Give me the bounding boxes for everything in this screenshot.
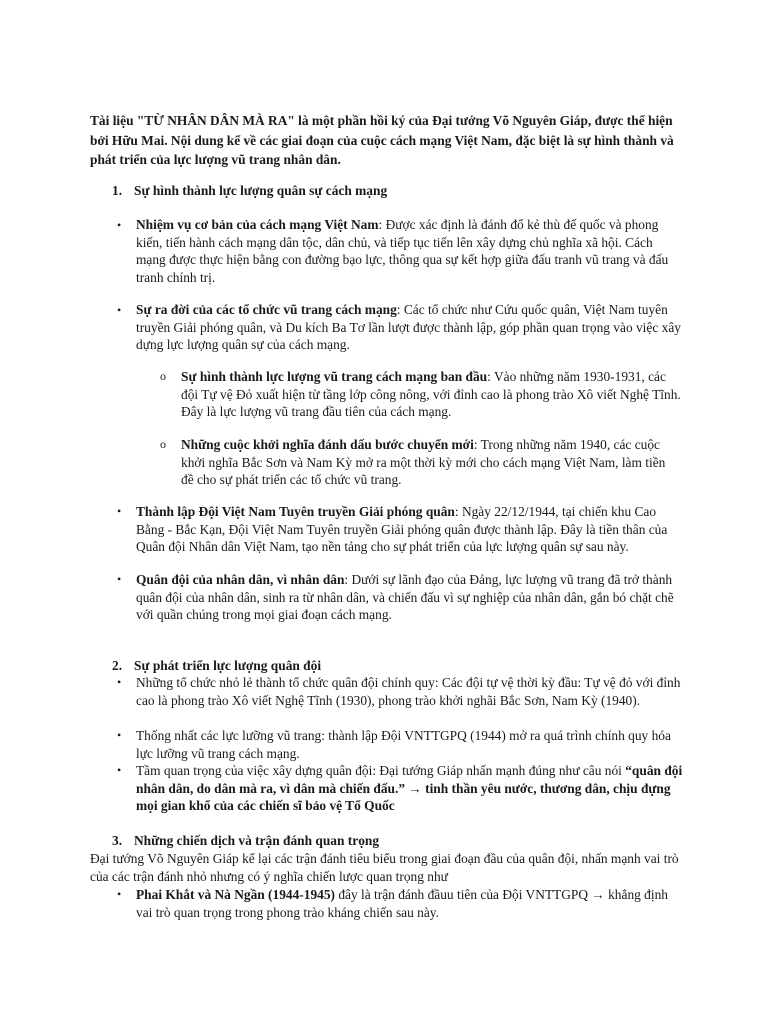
section-3-heading — [112, 831, 379, 850]
bullet-icon: • — [117, 218, 122, 232]
list-item — [136, 216, 684, 286]
bullet-icon: • — [117, 675, 122, 689]
list-item-text: : Dưới sự lãnh đạo của Đảng, lực lượng vũ trang đã trở thành quân đội của nhân dân, sinh ra từ nhân dân, và chiến đấu vì sự nghiệp của nhân dân, gắn bó chặt chẽ với quần chúng trong mọi giai đoạn cách mạng. — [136, 572, 674, 622]
sub-list-item — [181, 368, 681, 421]
list-item-text: : Ngày 22/12/1944, tại chiến khu Cao Bằng - Bắc Kạn, Đội Việt Nam Tuyên truyền Giải phóng quân được thành lập. Đây là tiền thân của Quân đội Nhân dân Việt Nam, tạo nền tảng cho sự phát triển của lực lượng quân sự sau này. — [136, 504, 668, 554]
section-1-number: 1. — [112, 183, 123, 198]
bullet-icon: • — [117, 504, 122, 518]
bullet-icon: • — [117, 887, 122, 901]
list-item-text: : Được xác định là đánh đổ kẻ thù đế quốc và phong kiến, tiến hành cách mạng dân tộc, dân chủ, và tiếp tục tiến lên xây dựng chủ nghĩa xã hội. Cách mạng được thực hiện bằng con đường bạo lực, thông qua sự kết hợp giữa đấu tranh vũ trang và đấu tranh chính trị. — [136, 217, 669, 285]
list-item-text: đây là trận đánh đầuu tiên của Đội VNTTGPQ — [335, 887, 592, 902]
list-item-bold-tail: tinh thần yêu nước, thương dân, chịu đựng mọi gian khổ của các chiến sĩ bảo vệ Tổ Quốc — [136, 780, 671, 813]
list-item-bold: Nhiệm vụ cơ bản của cách mạng Việt Nam — [136, 217, 379, 232]
list-item — [136, 571, 684, 624]
section-2-heading — [112, 656, 321, 675]
section-1-heading — [112, 181, 387, 200]
bullet-icon: • — [117, 572, 122, 586]
list-item: Những tổ chức nhỏ lẻ thành tổ chức quân đội chính quy: Các đội tự vệ thời kỳ đầu: Tự vệ đỏ với đỉnh cao là phong trào Xô viết Nghệ Tĩnh (1930), phong trào khởi nghãi Bắc Sơn, Nam Kỳ (1940). — [136, 675, 681, 708]
section-3-paragraph: Đại tướng Võ Nguyên Giáp kể lại các trận đánh tiêu biểu trong giai đoạn đầu của quân đội, nhấn mạnh vai trò của các trận đánh nhỏ nhưng có ý nghĩa chiến lược quan trọng như — [90, 851, 679, 884]
list-item — [136, 886, 684, 921]
list-item-bold: Quân đội của nhân dân, vì nhân dân — [136, 572, 345, 587]
arrow-icon: → — [591, 887, 605, 902]
list-item-tail: khẳng định vai trò quan trọng trong phong trào kháng chiến sau này. — [136, 887, 668, 920]
list-item-bold: Phai Khắt và Nà Ngần (1944-1945) — [136, 887, 336, 902]
section-3-title: Những chiến dịch và trận đánh quan trọng — [134, 833, 380, 848]
section-1-title: Sự hình thành lực lượng quân sự cách mạng — [134, 183, 388, 198]
list-item-bold: Sự ra đời của các tổ chức vũ trang cách mạng — [136, 302, 397, 317]
arrow-icon: → — [408, 780, 422, 796]
section-2-number: 2. — [112, 658, 123, 673]
bullet-icon: • — [117, 303, 122, 317]
section-2-title: Sự phát triển lực lượng quân đội — [134, 658, 322, 673]
sub-bullet-icon: o — [160, 437, 166, 451]
sub-list-item-text: : Trong những năm 1940, các cuộc khởi nghĩa Bắc Sơn và Nam Kỳ mở ra một thời kỳ mới cho cách mạng Việt Nam, làm tiền đề cho sự phát triển các tổ chức vũ trang. — [181, 437, 666, 487]
list-item — [136, 762, 684, 815]
quote-bold: “quân đội nhân dân, do dân mà ra, vì dân mà chiến đấu.” — [136, 763, 683, 796]
section-3-number: 3. — [112, 833, 123, 848]
list-item — [136, 503, 684, 556]
sub-list-item-bold: Những cuộc khởi nghĩa đánh dấu bước chuyển mới — [181, 437, 474, 452]
sub-bullet-icon: o — [160, 369, 166, 383]
sub-list-item-text: : Vào những năm 1930-1931, các đội Tự vệ Đỏ xuất hiện từ tầng lớp công nông, với đỉnh cao là phong trào Xô viết Nghệ Tĩnh. Đây là lực lượng vũ trang đầu tiên của cách mạng. — [181, 369, 681, 419]
list-item-bold: Thành lập Đội Việt Nam Tuyên truyền Giải phóng quân — [136, 504, 455, 519]
sub-list-item-bold: Sự hình thành lực lượng vũ trang cách mạng ban đầu — [181, 369, 488, 384]
list-item-text: : Các tổ chức như Cứu quốc quân, Việt Nam tuyên truyền Giải phóng quân, và Du kích Ba Tơ lần lượt được thành lập, góp phần quan trọng vào việc xây dựng lực lượng quân sự của cách mạng. — [136, 302, 681, 352]
list-item — [136, 301, 684, 354]
bullet-icon: • — [117, 763, 122, 777]
sub-list-item — [181, 436, 681, 489]
list-item-text: Tầm quan trọng của việc xây dựng quân đội: Đại tướng Giáp nhấn mạnh đúng như câu nói — [136, 763, 626, 778]
intro-paragraph: Tài liệu "TỪ NHÂN DÂN MÀ RA" là một phần hồi ký của Đại tướng Võ Nguyên Giáp, được thể hiện bởi Hữu Mai. Nội dung kể về các giai đoạn của cuộc cách mạng Việt Nam, đặc biệt là sự hình thành và phát triển của lực lượng vũ trang nhân dân. — [90, 113, 674, 167]
bullet-icon: • — [117, 728, 122, 742]
list-item: Thống nhất các lực lưỡng vũ trang: thành lập Đội VNTTGPQ (1944) mở ra quá trình chính quy hóa lực lưỡng vũ trang cách mạng. — [136, 728, 671, 761]
